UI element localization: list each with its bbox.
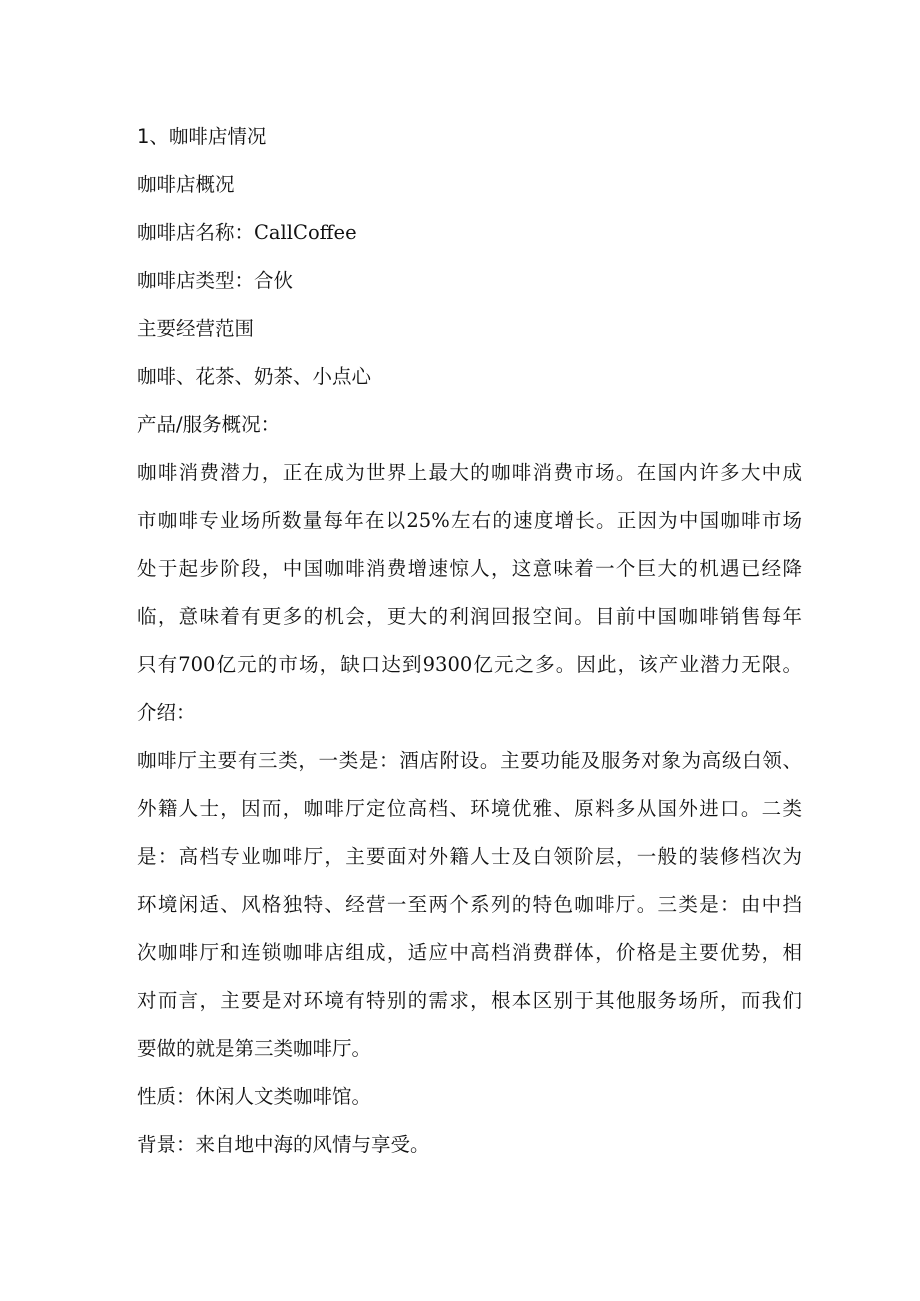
section-heading: 1、咖啡店情况 bbox=[137, 125, 267, 148]
introduction-title: 介绍： bbox=[137, 701, 196, 724]
overview-title: 咖啡店概况 bbox=[137, 173, 235, 196]
shop-type-line: 咖啡店类型：合伙 bbox=[137, 269, 294, 292]
paragraph-line: 咖啡消费潜力，正在成为世界上最大的咖啡消费市场。在国内许多大中成 bbox=[137, 461, 802, 484]
paragraph-line: 咖啡厅主要有三类，一类是：酒店附设。主要功能及服务对象为高级白领、 bbox=[137, 749, 802, 772]
paragraph-line: 是：高档专业咖啡厅，主要面对外籍人士及白领阶层，一般的装修档次为 bbox=[137, 845, 802, 868]
paragraph-line: 要做的就是第三类咖啡厅。 bbox=[137, 1037, 372, 1060]
document-body bbox=[137, 113, 802, 1169]
paragraph-line: 只有700亿元的市场，缺口达到9300亿元之多。因此，该产业潜力无限。 bbox=[137, 653, 802, 676]
products-services-title: 产品/服务概况： bbox=[137, 413, 281, 436]
paragraph-line: 市咖啡专业场所数量每年在以25%左右的速度增长。正因为中国咖啡市场 bbox=[137, 509, 802, 532]
paragraph-line: 临，意味着有更多的机会，更大的利润回报空间。目前中国咖啡销售每年 bbox=[137, 605, 802, 628]
paragraph-line: 环境闲适、风格独特、经营一至两个系列的特色咖啡厅。三类是：由中挡 bbox=[137, 893, 802, 916]
market-potential-paragraph bbox=[137, 449, 802, 689]
cafe-types-paragraph bbox=[137, 737, 802, 1073]
business-scope-title: 主要经营范围 bbox=[137, 317, 255, 340]
nature-line: 性质：休闲人文类咖啡馆。 bbox=[137, 1085, 372, 1108]
paragraph-line: 处于起步阶段，中国咖啡消费增速惊人，这意味着一个巨大的机遇已经降 bbox=[137, 557, 802, 580]
paragraph-line: 次咖啡厅和连锁咖啡店组成，适应中高档消费群体，价格是主要优势，相 bbox=[137, 941, 802, 964]
paragraph-line: 外籍人士，因而，咖啡厅定位高档、环境优雅、原料多从国外进口。二类 bbox=[137, 797, 802, 820]
business-scope-items: 咖啡、花茶、奶茶、小点心 bbox=[137, 365, 372, 388]
shop-name-line: 咖啡店名称：CallCoffee bbox=[137, 221, 357, 244]
paragraph-line: 对而言，主要是对环境有特别的需求，根本区别于其他服务场所，而我们 bbox=[137, 989, 802, 1012]
background-line: 背景：来自地中海的风情与享受。 bbox=[137, 1133, 430, 1156]
